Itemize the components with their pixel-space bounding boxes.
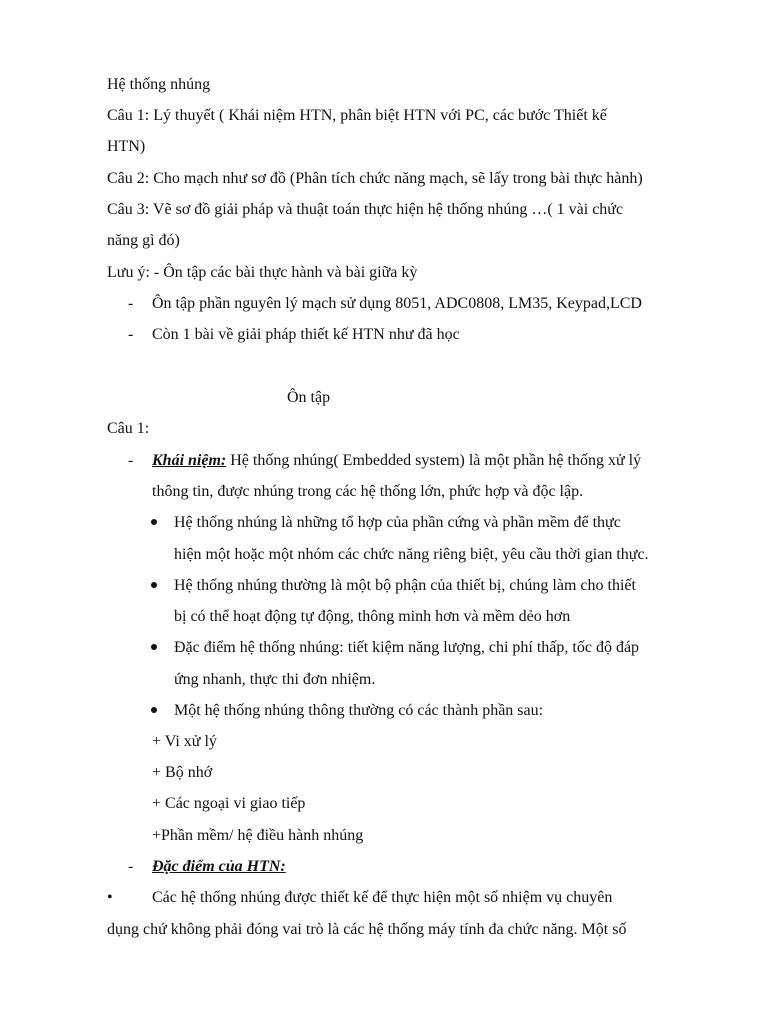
features-label: Đặc điểm của HTN: bbox=[152, 858, 286, 875]
bullet-1-line-2: hiện một hoặc một nhóm các chức năng riêng biệt, yêu cầu thời gian thực. bbox=[174, 546, 649, 563]
bullet-4-line-1: Một hệ thống nhúng thông thường có các thành phần sau: bbox=[174, 702, 544, 719]
component-3: + Các ngoại vi giao tiếp bbox=[152, 795, 306, 812]
note-dash-2: - bbox=[128, 326, 134, 343]
component-1: + Vi xử lý bbox=[152, 733, 217, 750]
question-3-line-2: năng gì đó) bbox=[107, 232, 180, 249]
component-2: + Bộ nhớ bbox=[152, 764, 213, 781]
bullet-dot-icon bbox=[151, 582, 157, 588]
last-para-line-1: Các hệ thống nhúng được thiết kế để thực hiện một số nhiệm vụ chuyên bbox=[152, 889, 613, 906]
features-dash: - bbox=[128, 858, 134, 875]
last-bullet-marker: • bbox=[107, 889, 113, 906]
bullet-3-line-1: Đặc điểm hệ thống nhúng: tiết kiệm năng lượng, chi phí thấp, tốc độ đáp bbox=[174, 639, 640, 656]
concept-label: Khái niệm: bbox=[152, 452, 227, 469]
bullet-dot-icon bbox=[151, 707, 157, 713]
concept-text-1: Hệ thống nhúng( Embedded system) là một phần hệ thống xử lý bbox=[226, 452, 642, 469]
question-1-line-2: HTN) bbox=[107, 138, 146, 155]
component-4: +Phần mềm/ hệ điều hành nhúng bbox=[152, 827, 364, 844]
question-3-line-1: Câu 3: Vẽ sơ đồ giải pháp và thuật toán thực hiện hệ thống nhúng …( 1 vài chức bbox=[107, 201, 624, 218]
bullet-dot-icon bbox=[151, 644, 157, 650]
concept-line-1 bbox=[152, 451, 641, 471]
bullet-2-line-2: bị có thể hoạt động tự động, thông minh hơn và mềm dẻo hơn bbox=[174, 608, 571, 625]
review-question-1: Câu 1: bbox=[107, 420, 150, 437]
concept-dash: - bbox=[128, 452, 134, 469]
bullet-3-line-2: ứng nhanh, thực thi đơn nhiệm. bbox=[174, 671, 376, 688]
review-heading: Ôn tập bbox=[287, 389, 331, 406]
note-item-2: Còn 1 bài về giải pháp thiết kế HTN như đã học bbox=[152, 326, 460, 343]
note-line: Lưu ý: - Ôn tập các bài thực hành và bài giữa kỳ bbox=[107, 264, 418, 281]
note-dash-1: - bbox=[128, 295, 134, 312]
bullet-1-line-1: Hệ thống nhúng là những tổ hợp của phần cứng và phần mềm để thực bbox=[174, 514, 621, 531]
question-2: Câu 2: Cho mạch như sơ đồ (Phân tích chức năng mạch, sẽ lấy trong bài thực hành) bbox=[107, 170, 643, 187]
bullet-dot-icon bbox=[151, 519, 157, 525]
note-item-1: Ôn tập phần nguyên lý mạch sử dụng 8051, ADC0808, LM35, Keypad,LCD bbox=[152, 295, 642, 312]
document-title: Hệ thống nhúng bbox=[107, 76, 211, 93]
last-para-line-2: dụng chứ không phải đóng vai trò là các hệ thống máy tính đa chức năng. Một số bbox=[107, 921, 627, 938]
bullet-2-line-1: Hệ thống nhúng thường là một bộ phận của thiết bị, chúng làm cho thiết bbox=[174, 577, 636, 594]
concept-line-2: thông tin, được nhúng trong các hệ thống lớn, phức hợp và độc lập. bbox=[152, 483, 584, 500]
question-1-line-1: Câu 1: Lý thuyết ( Khái niệm HTN, phân biệt HTN với PC, các bước Thiết kế bbox=[107, 107, 607, 124]
